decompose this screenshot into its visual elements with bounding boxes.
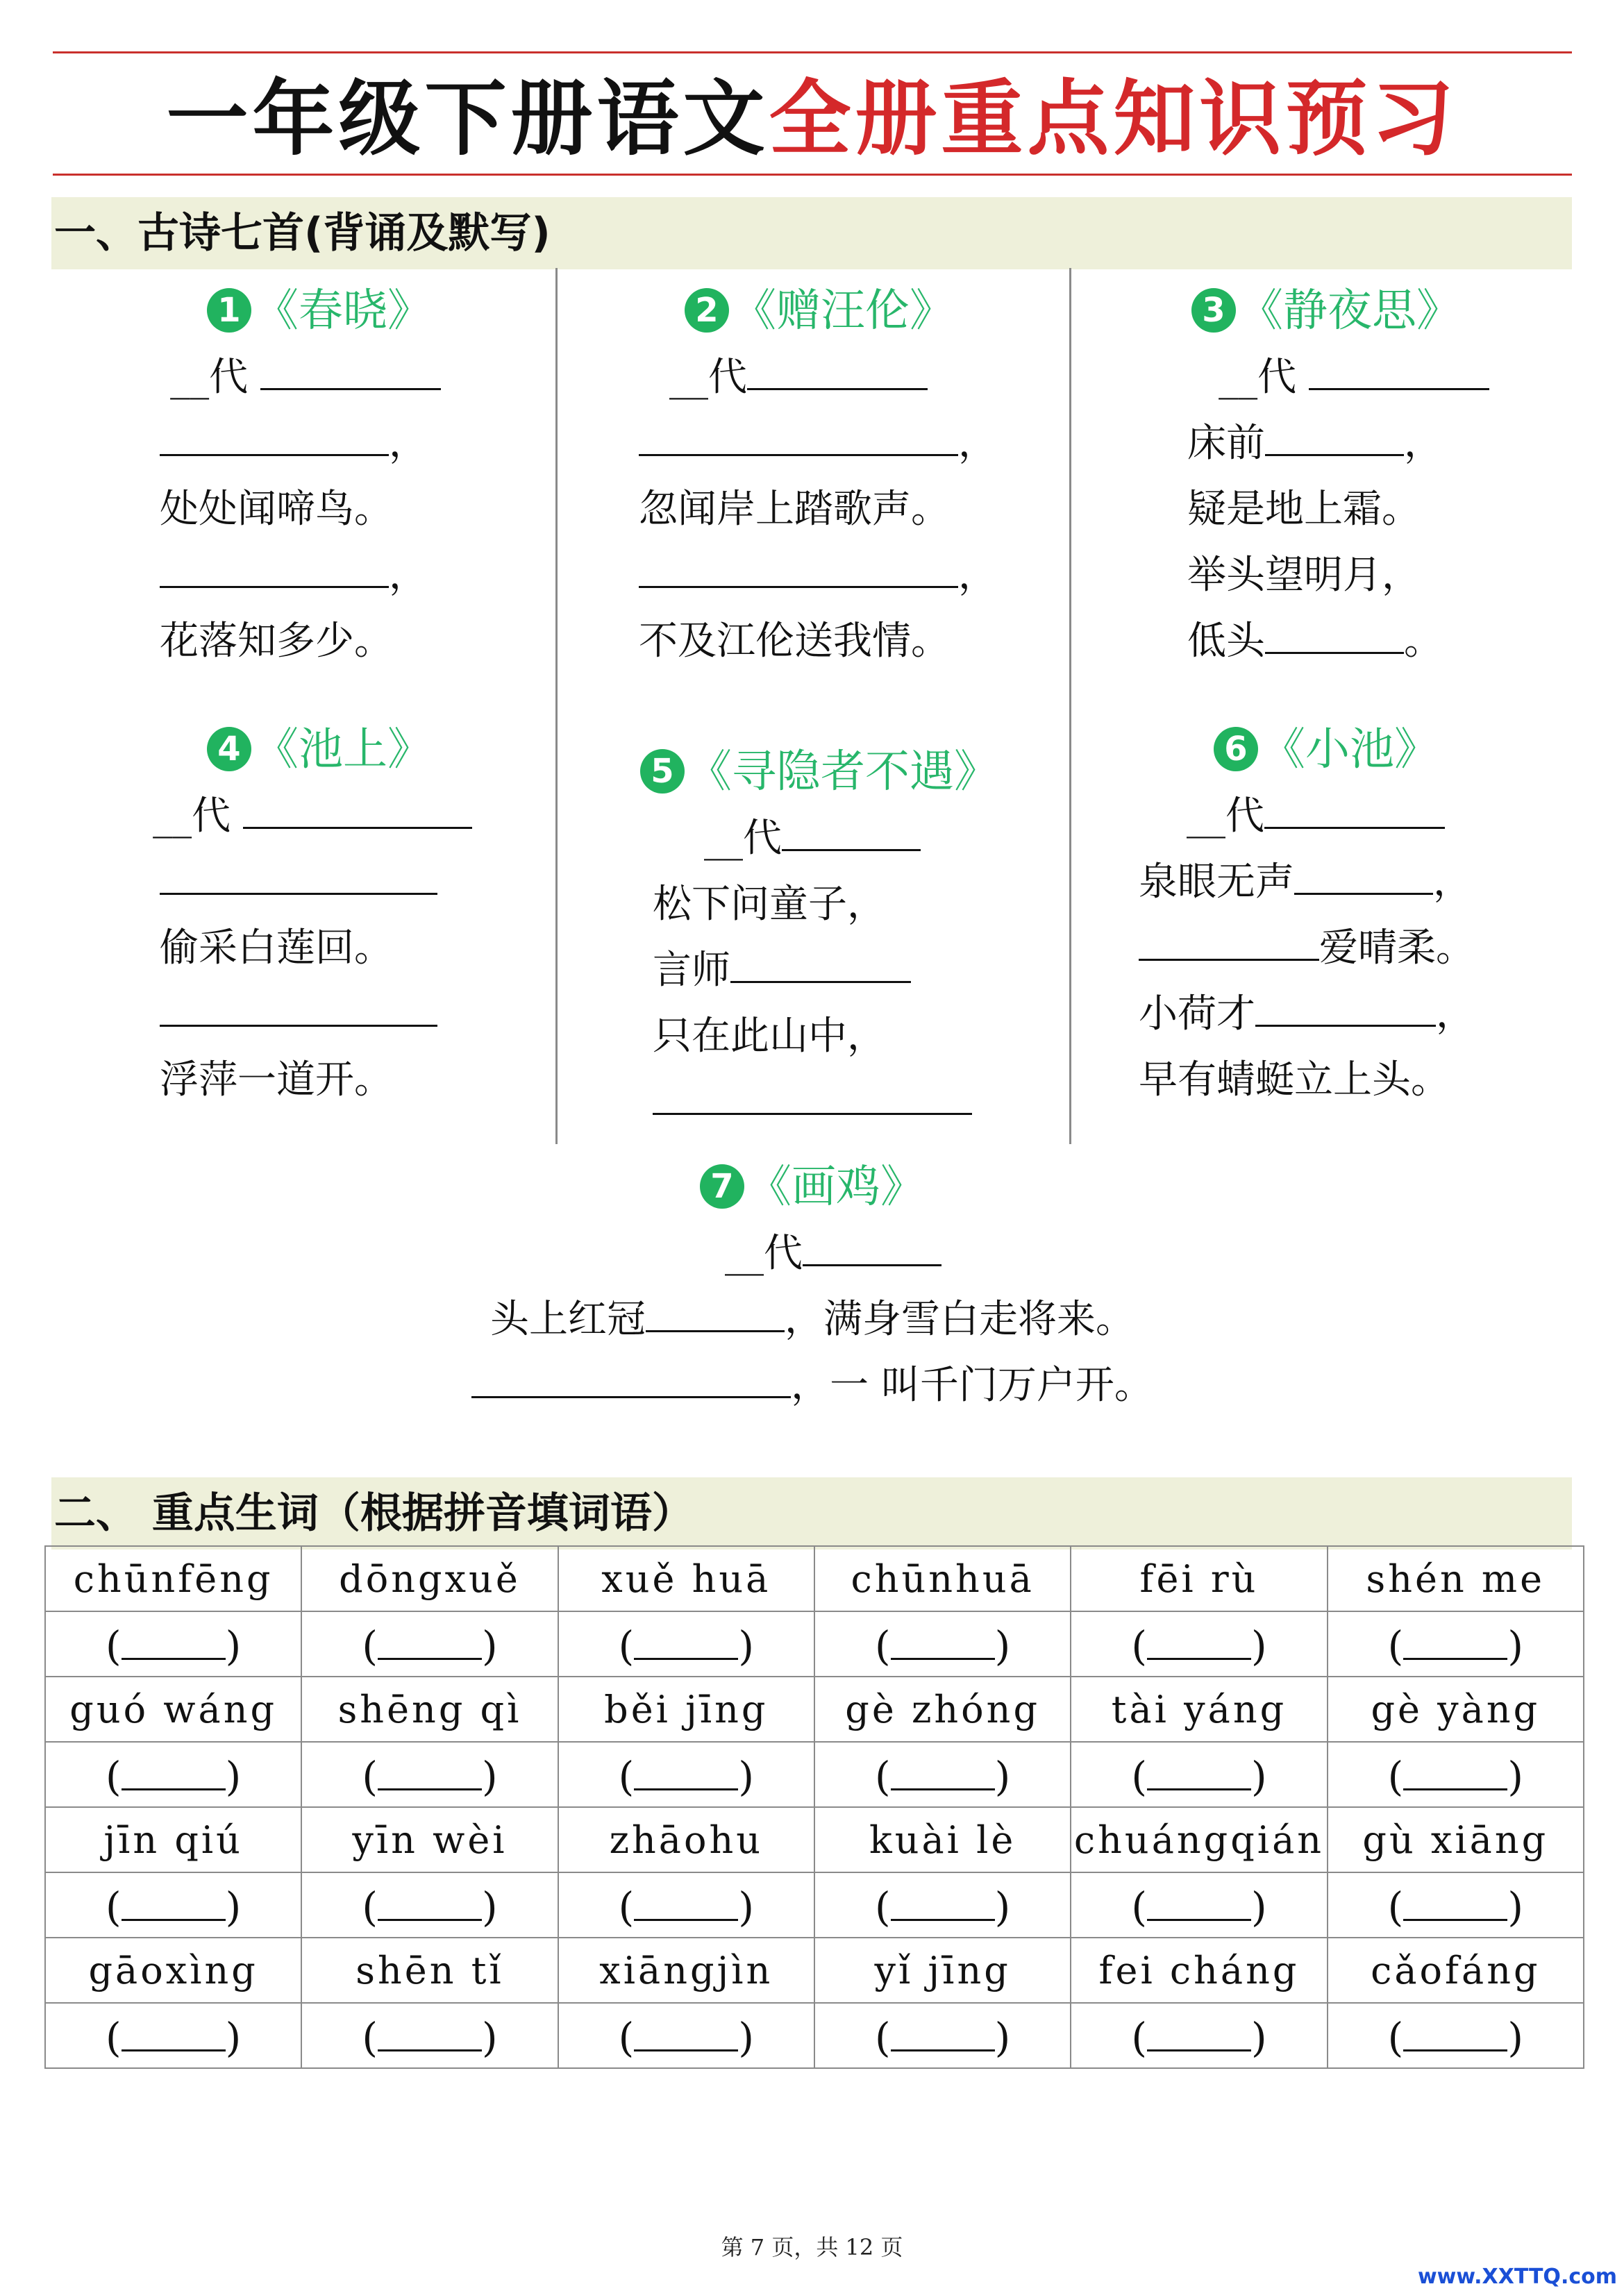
poem-text: 举头望明月， [1187, 553, 1421, 598]
pinyin-cell: běi jīng [558, 1677, 814, 1742]
poem-lines [326, 1220, 1298, 1418]
poem-text: ， [1404, 421, 1443, 466]
answer-blank[interactable] [122, 1619, 226, 1660]
answer-cell[interactable] [45, 2003, 301, 2068]
pinyin-cell: shén me [1328, 1546, 1584, 1611]
answer-cell[interactable] [558, 2003, 814, 2068]
close-paren: ) [481, 1622, 498, 1670]
close-paren: ) [738, 1883, 754, 1931]
fill-blank[interactable] [782, 806, 921, 851]
poem-lines [1083, 783, 1569, 1113]
poem-text: 浮萍一道开。 [160, 1057, 393, 1102]
open-paren: ( [618, 2013, 635, 2061]
close-paren: ) [225, 1883, 242, 1931]
answer-cell[interactable] [1328, 2003, 1584, 2068]
close-paren: ) [738, 1622, 754, 1670]
fill-blank[interactable] [1264, 784, 1445, 829]
fill-blank[interactable] [243, 784, 472, 829]
answer-cell[interactable] [1328, 1611, 1584, 1677]
answer-blank[interactable] [1147, 1619, 1251, 1660]
answer-cell[interactable] [301, 1611, 558, 1677]
poem-text: __代 [669, 355, 747, 400]
dynasty-author-line [76, 344, 535, 410]
poem-line [1083, 542, 1569, 608]
answer-blank[interactable] [634, 1880, 738, 1921]
close-paren: ) [1507, 1622, 1523, 1670]
pinyin-cell: chūnhuā [814, 1546, 1071, 1611]
poem-text: 忽闻岸上踏歌声。 [639, 487, 950, 532]
poem-line [1083, 410, 1569, 476]
pinyin-cell: shēng qì [301, 1677, 558, 1742]
poem-text: ， [389, 421, 428, 466]
answer-blank[interactable] [634, 2011, 738, 2051]
open-paren: ( [1387, 2013, 1404, 2061]
poem-3 [1083, 278, 1569, 674]
poem-title [76, 278, 562, 344]
poem-text: __代 [153, 794, 243, 839]
answer-cell[interactable] [558, 1611, 814, 1677]
poem-text: __代 [725, 1231, 803, 1276]
poem-title-text: 《赠汪伦》 [732, 285, 954, 337]
answer-cell[interactable] [558, 1872, 814, 1938]
poem-4 [76, 716, 562, 1113]
fill-blank[interactable] [730, 938, 911, 983]
section2-header: 二、 重点生词（根据拼音填词语） [51, 1477, 1572, 1550]
number-circle-icon: 2 [685, 288, 729, 333]
poem-title [576, 278, 1062, 344]
poem-text: 松下问童子， [653, 882, 886, 927]
poem-title-text: 《静夜思》 [1239, 285, 1461, 337]
answer-blank[interactable] [122, 2011, 226, 2051]
title-black-part: 一年级下册语文 [166, 71, 769, 167]
poem-line [76, 542, 562, 608]
page-title [0, 60, 1624, 178]
poem-line [326, 1286, 1298, 1352]
open-paren: ( [1131, 1752, 1147, 1800]
poem-line [326, 1352, 1298, 1418]
page-number: 第 7 页，共 12 页 [721, 2234, 903, 2260]
close-paren: ) [738, 2013, 754, 2061]
answer-blank[interactable] [1147, 2011, 1251, 2051]
pinyin-cell: kuài lè [814, 1807, 1071, 1872]
pinyin-cell: xiāngjìn [558, 1938, 814, 2003]
number-circle-icon: 5 [640, 749, 685, 794]
poem-line [1083, 915, 1569, 981]
close-paren: ) [1507, 1752, 1523, 1800]
poem-line [576, 476, 1062, 542]
pinyin-cell: yǐ jīng [814, 1938, 1071, 2003]
dynasty-author-line [1083, 783, 1548, 849]
open-paren: ( [875, 2013, 891, 2061]
close-paren: ) [225, 2013, 242, 2061]
answer-cell[interactable] [45, 1611, 301, 1677]
close-paren: ) [994, 1752, 1011, 1800]
open-paren: ( [362, 1622, 378, 1670]
poem-line [576, 608, 1062, 674]
number-circle-icon: 1 [207, 288, 251, 333]
open-paren: ( [875, 1752, 891, 1800]
answer-blank[interactable] [634, 1619, 738, 1660]
answer-row [45, 1742, 1584, 1807]
pinyin-row [45, 1807, 1584, 1872]
poem-line [576, 542, 1062, 608]
answer-cell[interactable] [1328, 1742, 1584, 1807]
poem-line [76, 476, 562, 542]
answer-blank[interactable] [378, 2011, 482, 2051]
answer-blank[interactable] [378, 1619, 482, 1660]
close-paren: ) [481, 1883, 498, 1931]
poem-title-text: 《池上》 [254, 724, 432, 775]
poem-title-text: 《寻隐者不遇》 [687, 746, 998, 798]
vocab-table [44, 1545, 1584, 2069]
poem-text: ，满身雪白走将来。 [785, 1297, 1135, 1342]
open-paren: ( [618, 1622, 635, 1670]
close-paren: ) [994, 1883, 1011, 1931]
poem-text: ， [1436, 991, 1475, 1037]
answer-cell[interactable] [45, 1742, 301, 1807]
close-paren: ) [1250, 2013, 1267, 2061]
answer-blank[interactable] [1403, 2011, 1507, 2051]
poem-title [1083, 278, 1569, 344]
pinyin-cell: gù xiāng [1328, 1807, 1584, 1872]
poem-line [76, 410, 562, 476]
fill-blank[interactable] [1294, 850, 1433, 895]
fill-blank[interactable] [1309, 345, 1489, 390]
fill-blank[interactable] [1265, 609, 1404, 654]
dynasty-author-line [368, 1220, 1298, 1286]
poem-1 [76, 278, 562, 674]
open-paren: ( [1387, 1752, 1404, 1800]
poem-text: ，一 叫千门万户开。 [791, 1363, 1153, 1408]
poem-5 [576, 739, 1062, 1135]
poem-text: 早有蜻蜓立上头。 [1139, 1057, 1450, 1102]
answer-row [45, 1611, 1584, 1677]
answer-cell[interactable] [1071, 1872, 1327, 1938]
pinyin-cell: tài yáng [1071, 1677, 1327, 1742]
title-red-part: 全册重点知识预习 [769, 71, 1458, 167]
fill-blank[interactable] [160, 982, 437, 1027]
fill-blank[interactable] [160, 543, 389, 588]
close-paren: ) [994, 2013, 1011, 2061]
fill-blank[interactable] [160, 850, 437, 895]
open-paren: ( [106, 2013, 122, 2061]
answer-cell[interactable] [558, 1742, 814, 1807]
pinyin-cell: chuángqián [1071, 1807, 1327, 1872]
fill-blank[interactable] [260, 345, 441, 390]
answer-cell[interactable] [814, 1611, 1071, 1677]
pinyin-cell: gè zhóng [814, 1677, 1071, 1742]
poem-line [576, 937, 1062, 1003]
fill-blank[interactable] [160, 411, 389, 456]
close-paren: ) [225, 1752, 242, 1800]
poem-6 [1083, 716, 1569, 1113]
pinyin-cell: fēi rù [1071, 1546, 1327, 1611]
poem-line [1083, 849, 1569, 915]
top-red-rule [53, 51, 1572, 53]
poem-text: ， [958, 421, 997, 466]
number-circle-icon: 6 [1214, 727, 1258, 771]
poem-line [576, 1003, 1062, 1069]
poem-line [1083, 608, 1569, 674]
answer-blank[interactable] [122, 1749, 226, 1790]
pinyin-row [45, 1546, 1584, 1611]
dynasty-author-line [1139, 344, 1569, 410]
pinyin-cell: gè yàng [1328, 1677, 1584, 1742]
open-paren: ( [1387, 1883, 1404, 1931]
answer-row [45, 2003, 1584, 2068]
poem-text: ， [958, 553, 997, 598]
pinyin-cell: cǎofáng [1328, 1938, 1584, 2003]
answer-blank[interactable] [891, 1619, 995, 1660]
poem-title-text: 《春晓》 [254, 285, 432, 337]
answer-blank[interactable] [891, 2011, 995, 2051]
poem-text: __代 [170, 355, 260, 400]
dynasty-author-line [76, 783, 549, 849]
poem-line [1083, 1047, 1569, 1113]
answer-blank[interactable] [891, 1749, 995, 1790]
poem-line [76, 981, 562, 1047]
answer-blank[interactable] [1403, 1619, 1507, 1660]
poem-title [326, 1154, 1298, 1220]
pinyin-cell: xuě huā [558, 1546, 814, 1611]
pinyin-cell: chūnfēng [45, 1546, 301, 1611]
close-paren: ) [1507, 1883, 1523, 1931]
poem-lines [1083, 344, 1569, 674]
answer-cell[interactable] [301, 1872, 558, 1938]
close-paren: ) [994, 1622, 1011, 1670]
number-circle-icon: 7 [700, 1164, 744, 1209]
poem-lines [576, 805, 1062, 1135]
open-paren: ( [618, 1752, 635, 1800]
poem-text: 处处闻啼鸟。 [160, 487, 393, 532]
poem-text: 低头 [1187, 619, 1265, 664]
pinyin-cell: gāoxìng [45, 1938, 301, 2003]
poem-line [76, 1047, 562, 1113]
open-paren: ( [106, 1622, 122, 1670]
open-paren: ( [106, 1883, 122, 1931]
open-paren: ( [1131, 2013, 1147, 2061]
poem-title-text: 《画鸡》 [747, 1161, 925, 1213]
close-paren: ) [481, 2013, 498, 2061]
poem-text: 只在此山中， [653, 1014, 886, 1059]
poem-7 [326, 1154, 1298, 1418]
poem-line [576, 1069, 1062, 1135]
dynasty-author-line [576, 805, 1048, 871]
answer-blank[interactable] [378, 1880, 482, 1921]
poem-text: 爱晴柔。 [1319, 925, 1475, 971]
answer-cell[interactable] [814, 2003, 1071, 2068]
answer-cell[interactable] [1071, 1742, 1327, 1807]
poem-text: 泉眼无声 [1139, 859, 1294, 905]
answer-blank[interactable] [1403, 1749, 1507, 1790]
close-paren: ) [1507, 2013, 1523, 2061]
fill-blank[interactable] [471, 1353, 791, 1398]
poem-text: 偷采白莲回。 [160, 925, 393, 971]
fill-blank[interactable] [1265, 411, 1404, 456]
answer-blank[interactable] [891, 1880, 995, 1921]
close-paren: ) [481, 1752, 498, 1800]
answer-cell[interactable] [1328, 1872, 1584, 1938]
poem-line [76, 608, 562, 674]
open-paren: ( [1131, 1622, 1147, 1670]
fill-blank[interactable] [653, 1070, 972, 1115]
poem-text: __代 [704, 816, 782, 861]
pinyin-cell: yīn wèi [301, 1807, 558, 1872]
open-paren: ( [362, 1752, 378, 1800]
poem-lines [76, 783, 562, 1113]
poem-text: 小荷才 [1139, 991, 1255, 1037]
answer-cell[interactable] [1071, 1611, 1327, 1677]
poem-line [576, 410, 1062, 476]
poem-text: __代 [1187, 794, 1264, 839]
open-paren: ( [362, 1883, 378, 1931]
answer-cell[interactable] [814, 1742, 1071, 1807]
poem-text: 言师 [653, 948, 730, 993]
poem-text: 花落知多少。 [160, 619, 393, 664]
pinyin-cell: guó wáng [45, 1677, 301, 1742]
answer-cell[interactable] [301, 1742, 558, 1807]
number-circle-icon: 4 [207, 727, 251, 771]
poem-line [576, 871, 1062, 937]
answer-blank[interactable] [634, 1749, 738, 1790]
fill-blank[interactable] [1139, 916, 1319, 961]
poem-title [1083, 716, 1569, 783]
open-paren: ( [875, 1883, 891, 1931]
poem-text: 。 [1404, 619, 1443, 664]
poem-text: 床前 [1187, 421, 1265, 466]
dynasty-author-line [576, 344, 1021, 410]
pinyin-cell: fei cháng [1071, 1938, 1327, 2003]
fill-blank[interactable] [646, 1287, 785, 1332]
fill-blank[interactable] [747, 345, 928, 390]
column-divider-right [1069, 268, 1071, 1144]
title-bottom-red-rule [53, 174, 1572, 176]
poem-title [76, 716, 562, 783]
answer-cell[interactable] [301, 2003, 558, 2068]
open-paren: ( [875, 1622, 891, 1670]
poem-line [76, 915, 562, 981]
answer-blank[interactable] [122, 1880, 226, 1921]
close-paren: ) [1250, 1622, 1267, 1670]
fill-blank[interactable] [639, 411, 958, 456]
watermark: www.XXTTQ.com [1417, 2265, 1617, 2289]
open-paren: ( [1387, 1622, 1404, 1670]
poem-text: 疑是地上霜。 [1187, 487, 1421, 532]
answer-cell[interactable] [45, 1872, 301, 1938]
poem-line [76, 849, 562, 915]
poem-text: __代 [1219, 355, 1309, 400]
poem-text: ， [1433, 859, 1472, 905]
answer-blank[interactable] [1403, 1880, 1507, 1921]
poem-lines [576, 344, 1062, 674]
open-paren: ( [618, 1883, 635, 1931]
fill-blank[interactable] [1255, 982, 1436, 1027]
answer-blank[interactable] [1147, 1749, 1251, 1790]
pinyin-cell: shēn tǐ [301, 1938, 558, 2003]
fill-blank[interactable] [803, 1221, 941, 1266]
poem-text: 不及江伦送我情。 [639, 619, 950, 664]
close-paren: ) [1250, 1752, 1267, 1800]
fill-blank[interactable] [639, 543, 958, 588]
poem-title [576, 739, 1062, 805]
poem-lines [76, 344, 562, 674]
close-paren: ) [1250, 1883, 1267, 1931]
poem-title-text: 《小池》 [1261, 724, 1439, 775]
poem-text: ， [389, 553, 428, 598]
pinyin-cell: dōngxuě [301, 1546, 558, 1611]
answer-blank[interactable] [378, 1749, 482, 1790]
poem-line [1083, 981, 1569, 1047]
poem-line [1083, 476, 1569, 542]
answer-cell[interactable] [1071, 2003, 1327, 2068]
pinyin-cell: jīn qiú [45, 1807, 301, 1872]
answer-cell[interactable] [814, 1872, 1071, 1938]
open-paren: ( [362, 2013, 378, 2061]
open-paren: ( [1131, 1883, 1147, 1931]
poem-2 [576, 278, 1062, 674]
number-circle-icon: 3 [1191, 288, 1236, 333]
open-paren: ( [106, 1752, 122, 1800]
answer-blank[interactable] [1147, 1880, 1251, 1921]
section1-header: 一、古诗七首(背诵及默写) [51, 197, 1572, 269]
answer-row [45, 1872, 1584, 1938]
pinyin-row [45, 1677, 1584, 1742]
pinyin-cell: zhāohu [558, 1807, 814, 1872]
close-paren: ) [738, 1752, 754, 1800]
pinyin-row [45, 1938, 1584, 2003]
close-paren: ) [225, 1622, 242, 1670]
poem-text: 头上红冠 [490, 1297, 646, 1342]
